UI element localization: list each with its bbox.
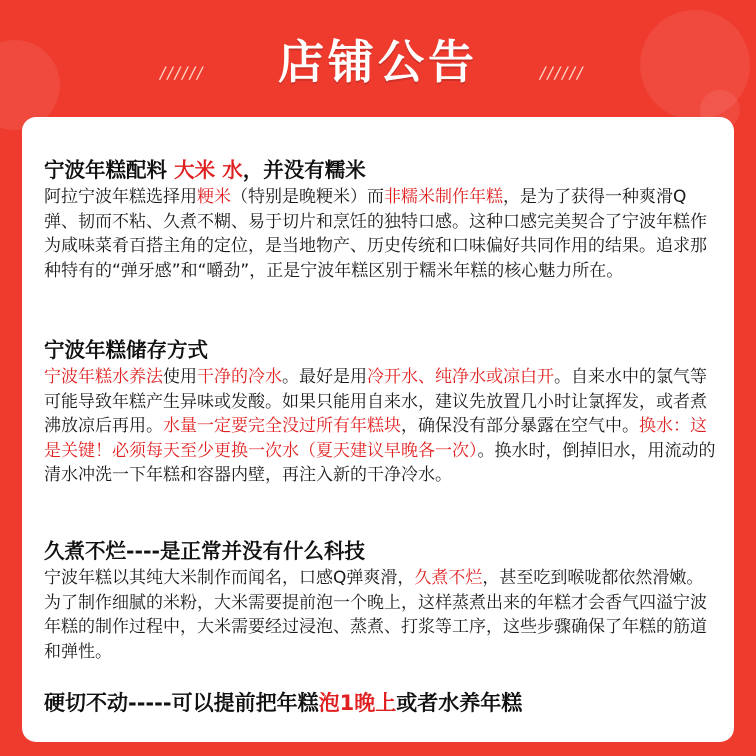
header-decoration-right: ////// bbox=[540, 63, 585, 82]
paragraph-highlight: 换水：这是关键！必须每天至少更换一次水（夏天建议早晚各一次） bbox=[44, 416, 707, 461]
notice-card bbox=[22, 117, 734, 742]
heading-highlight: 大米 水 bbox=[174, 158, 243, 182]
section-heading bbox=[44, 155, 716, 185]
section-hard-cutting bbox=[44, 688, 522, 718]
heading-text: 硬切不动-----可以提前把年糕 bbox=[44, 691, 319, 715]
paragraph-text: （特别是晚粳米）而 bbox=[231, 187, 384, 207]
section-paragraph bbox=[44, 185, 716, 283]
paragraph-text: 。自来水中的氯气等可能导致年糕产生异味或发酸。如果只能用自来水，建议先放置几小时让氯挥发，或者煮沸放凉后再用。 bbox=[44, 367, 707, 436]
section-heading bbox=[44, 688, 522, 718]
paragraph-text: 使用 bbox=[163, 367, 197, 387]
paragraph-text: 。换水时，倒掉旧水，用流动的清水冲洗一下年糕和容器内壁，再注入新的干净冷水。 bbox=[44, 440, 716, 485]
paragraph-text: 宁波年糕以其纯大米制作而闻名，口感Q弹爽滑， bbox=[44, 568, 415, 588]
paragraph-highlight: 粳米 bbox=[197, 187, 231, 207]
paragraph-highlight: 久煮不烂 bbox=[414, 568, 483, 588]
notice-header bbox=[0, 0, 756, 118]
paragraph-text: 阿拉宁波年糕选择用 bbox=[44, 187, 197, 207]
paragraph-highlight: 宁波年糕水养法 bbox=[44, 367, 163, 387]
paragraph-text: ，是为了获得一种爽滑Q弹、韧而不粘、久煮不糊、易于切片和烹饪的独特口感。这种口感完美契合了宁波年糕作为咸味菜肴百搭主角的定位，是当地物产、历史传统和口味偏好共同作用的结果。追求那种特有的“弹牙感”和“嚼劲”，正是宁波年糕区别于糯米年糕的核心魅力所在。 bbox=[44, 187, 707, 281]
paragraph-text: ，确保没有部分暴露在空气中。 bbox=[401, 416, 639, 436]
heading-text: 宁波年糕配料 bbox=[44, 158, 175, 182]
section-storage bbox=[44, 335, 716, 488]
section-paragraph bbox=[44, 365, 716, 488]
section-ingredients bbox=[44, 155, 716, 283]
section-heading: 宁波年糕储存方式 bbox=[44, 338, 208, 362]
page-title: 店铺公告 bbox=[278, 35, 478, 89]
section-cooking bbox=[44, 536, 716, 664]
paragraph-highlight: 非糯米制作年糕 bbox=[384, 187, 503, 207]
paragraph-text: 。最好是用 bbox=[282, 367, 367, 387]
heading-text: 或者水养年糕 bbox=[396, 691, 523, 715]
paragraph-highlight: 冷开水、纯净水或凉白开 bbox=[367, 367, 554, 387]
paragraph-highlight: 干净的冷水 bbox=[197, 367, 282, 387]
heading-highlight: 泡1晚上 bbox=[318, 691, 397, 715]
heading-text: ，并没有糯米 bbox=[242, 158, 366, 182]
paragraph-text: ，甚至吃到喉咙都依然滑嫩。为了制作细腻的米粉，大米需要提前泡一个晚上，这样蒸煮出来的年糕才会香气四溢宁波年糕的制作过程中，大米需要经过浸泡、蒸煮、打浆等工序，这些步骤确保了年糕的筋道和弹性。 bbox=[44, 568, 707, 662]
paragraph-highlight: 水量一定要完全没过所有年糕块 bbox=[163, 416, 401, 436]
header-decoration-left: ////// bbox=[160, 63, 205, 82]
section-heading: 久煮不烂----是正常并没有什么科技 bbox=[44, 539, 366, 563]
section-paragraph bbox=[44, 566, 716, 664]
